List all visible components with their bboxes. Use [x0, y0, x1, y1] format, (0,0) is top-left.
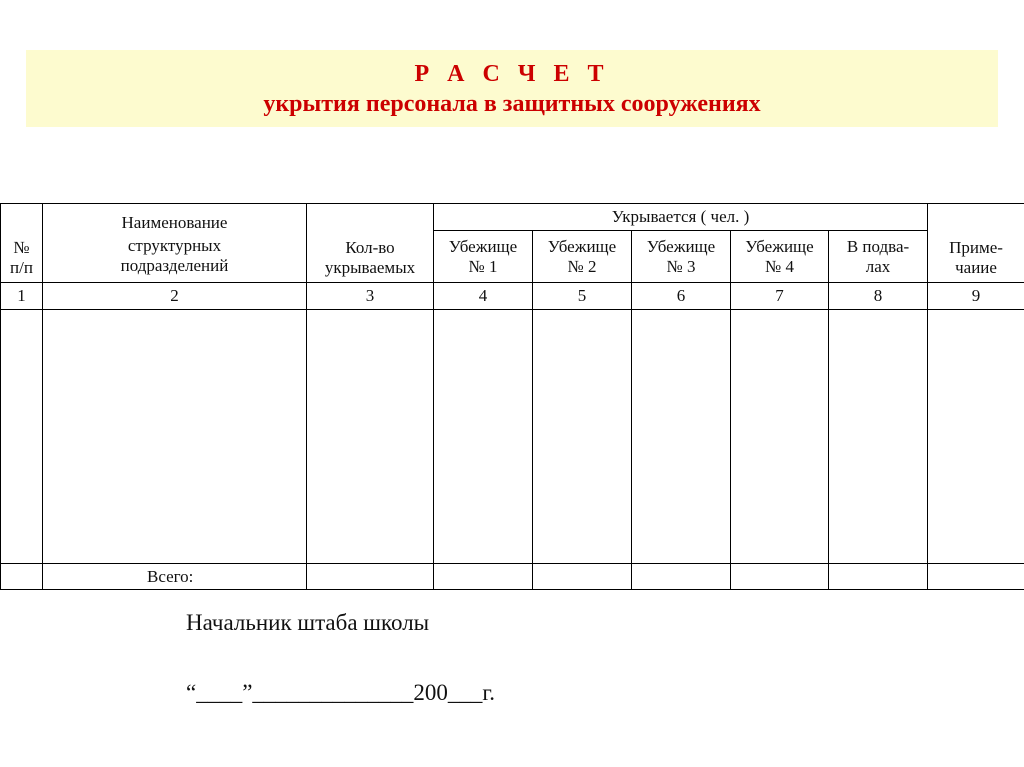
total-row — [1, 564, 1024, 590]
header-shelter-4: Убежище № 4 — [731, 231, 829, 283]
column-number: 9 — [928, 283, 1024, 310]
column-number: 2 — [43, 283, 307, 310]
header-name-line1: Наименование — [121, 213, 228, 232]
table-cell — [307, 564, 434, 590]
table-cell — [1, 310, 43, 564]
header-name-line2: структурных — [127, 236, 222, 255]
table-cell — [632, 564, 731, 590]
header-name-line3: подразделений — [120, 256, 229, 275]
table-cell — [829, 564, 928, 590]
table-cell — [928, 564, 1024, 590]
table-cell — [533, 310, 632, 564]
header-note: Приме- чаиие — [928, 204, 1024, 283]
table-cell — [829, 310, 928, 564]
table-cell — [533, 564, 632, 590]
page-title: Р А С Ч Е Т — [414, 61, 610, 87]
header-sheltered-group: Укрывается ( чел. ) — [434, 204, 928, 231]
column-number: 7 — [731, 283, 829, 310]
table-cell — [43, 310, 307, 564]
header-basement: В подва- лах — [829, 231, 928, 283]
page-subtitle: укрытия персонала в защитных сооружениях — [263, 91, 761, 117]
column-number: 5 — [533, 283, 632, 310]
header-num: № п/п — [1, 204, 43, 283]
table-cell — [434, 310, 533, 564]
table-cell — [434, 564, 533, 590]
header-shelter-1: Убежище № 1 — [434, 231, 533, 283]
header-name — [43, 204, 307, 283]
table-cell — [731, 564, 829, 590]
column-number: 3 — [307, 283, 434, 310]
header-count: Кол-во укрываемых — [307, 204, 434, 283]
table-cell — [632, 310, 731, 564]
header-shelter-3: Убежище № 3 — [632, 231, 731, 283]
table-cell — [731, 310, 829, 564]
column-number: 8 — [829, 283, 928, 310]
calculation-table — [0, 203, 1024, 590]
title-box — [26, 50, 998, 127]
column-number: 6 — [632, 283, 731, 310]
column-number: 4 — [434, 283, 533, 310]
header-shelter-2: Убежище № 2 — [533, 231, 632, 283]
total-label: Всего: — [43, 564, 307, 590]
date-line: “____”______________200___г. — [186, 680, 496, 705]
table-body-row — [1, 310, 1024, 564]
table-cell — [307, 310, 434, 564]
column-number: 1 — [1, 283, 43, 310]
table-cell — [1, 564, 43, 590]
table-cell — [928, 310, 1024, 564]
chief-signature-label: Начальник штаба школы — [186, 610, 430, 635]
